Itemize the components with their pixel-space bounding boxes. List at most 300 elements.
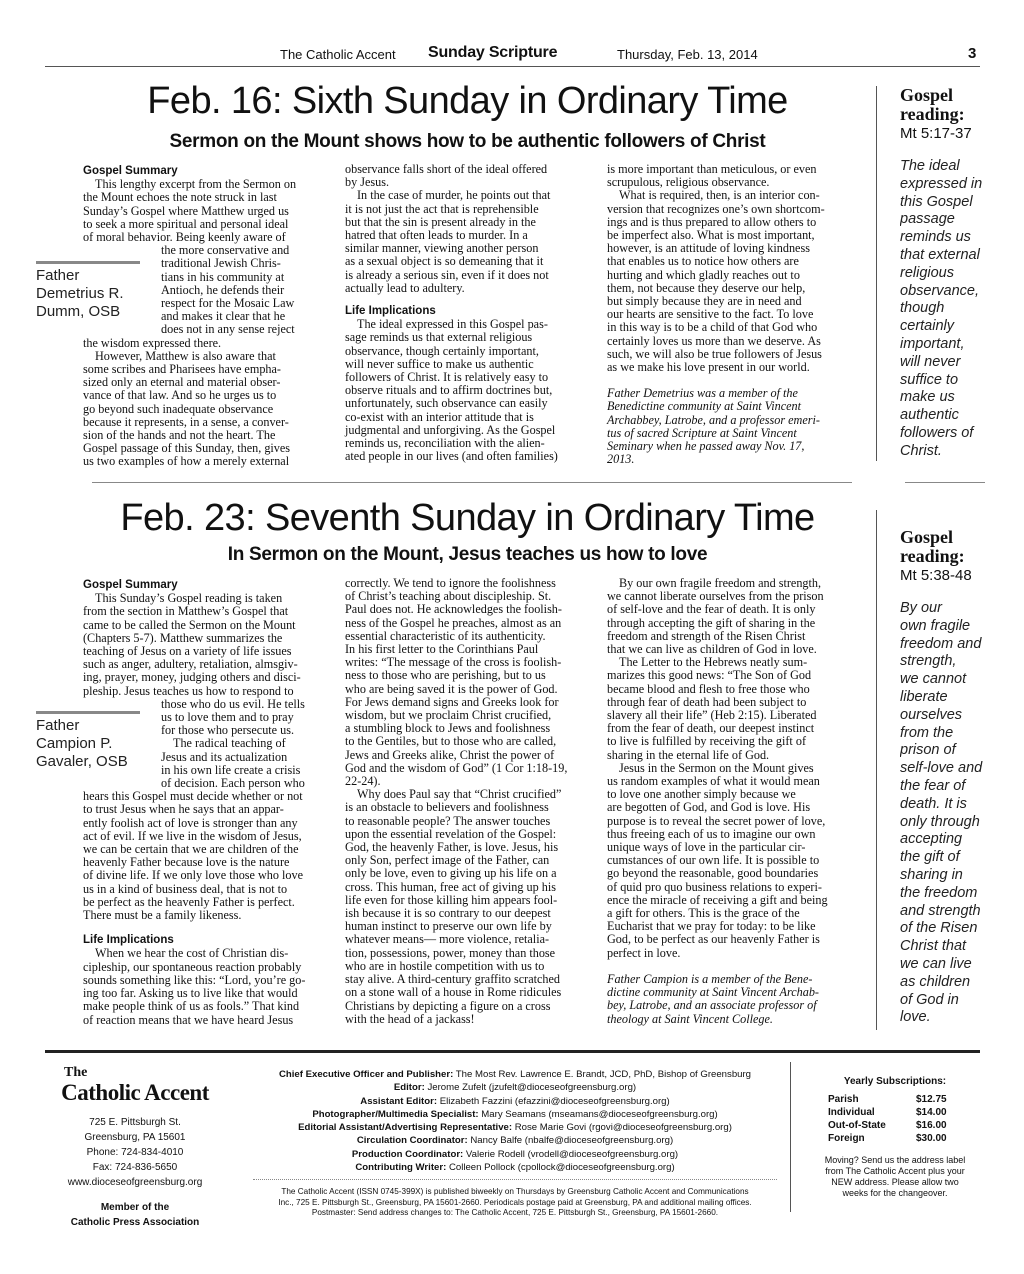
gospel-summary-heading: Gospel Summary [83,579,178,591]
text-line: reminds us [900,229,971,246]
text-line: only through [900,813,980,830]
text-line: Archabbey, Latrobe, and a professor emeri- [607,412,820,427]
text-line: is more important than meticulous, or even [607,162,817,176]
text-line: does not in any sense reject [161,322,295,337]
text-line: but simply because they are in need and [607,294,802,309]
text-line: to the Gentiles, but to those who are called, [345,734,557,749]
text-line: that external [900,246,980,263]
text-line: to reasonable people? The answer touches [345,813,551,828]
text-line: vance of that law. And so he urges us to [83,388,277,403]
text-line: the fear of [900,777,966,794]
text-line: followers of [900,424,974,441]
text-line: Gospel passage of this Sunday, then, gives [83,441,291,456]
masthead-block [50,1066,220,1230]
article1-col2-text-a [345,163,597,295]
text-line: Christians by depicting a figure on a cross [345,998,551,1013]
article1-author-bio [607,387,859,466]
text-line: certainly [900,318,954,335]
text-line: cross. This human, free act of giving up his [345,879,556,894]
text-line: correctly. We tend to ignore the foolishness [345,576,556,590]
text-line: The Catholic Accent (ISSN 0745-399X) is published biweekly on Thursdays by Greensburg Catholic Accent and Communications [281,1187,749,1197]
text-line: God and the wisdom of God” (1 Cor 1:18-19, [345,760,568,775]
text-line: from the fear of death, our deepest instinct [607,721,815,736]
text-line: weeks for the changeover. [842,1188,948,1198]
text-line: pleship. Jesus teaches us how to respond to [83,683,294,698]
text-line: the more conservative and [161,243,290,258]
page-header [0,44,1024,66]
text-line: is an obstacle to believers and foolishness [345,800,549,815]
staff-role: Circulation Coordinator: [356,1135,468,1147]
text-line: life even for those killing him appears fool- [345,892,558,907]
contact-address [50,1115,220,1190]
text-line: from the section in Matthew’s Gospel that [83,604,289,619]
masthead-the: The [64,1065,88,1080]
text-line: hatred that often leads to murder. In a [345,228,528,243]
text-line: we can be certain that we are children of the [83,842,299,857]
staff-role: Assistant Editor: [360,1095,438,1107]
text-line: There must be a family likeness. [83,908,242,923]
article1-col1-text-a [83,178,335,244]
article1-subtitle: Sermon on the Mount shows how to be authentic followers of Christ [169,131,766,152]
text-line: actually lead to adultery. [345,280,465,295]
text-line: tion, possessions, power, money than those [345,945,556,960]
subscription-label: Parish [828,1094,859,1105]
text-line: However, Matthew is also aware that [95,348,276,363]
text-line: By our [900,600,942,616]
text-line: Member of the [100,1202,170,1213]
text-line: our hearts are sensitive to the fact. To love [607,307,814,322]
text-line: purpose is to reveal the secret power of love, [607,813,826,828]
text-line: Catholic Press Association [70,1217,200,1228]
staff-row [245,1095,785,1108]
text-line: on a stone wall of a house in Rome ridicules [345,985,562,1000]
text-line: 725 E. Pittsburgh St. [89,1117,181,1128]
text-line: Gospel [900,528,954,547]
text-line: that enables us to notice how others are [607,254,799,269]
text-line: Father Campion is a member of the Bene- [607,971,813,986]
text-line: that we can live as children of God in love. [607,642,817,657]
staff-rows [245,1068,785,1174]
article1-title: Feb. 16: Sixth Sunday in Ordinary Time [147,80,788,122]
text-line: What is required, then, is an interior con- [619,188,820,203]
text-line: sharing in the eternal life of God. [607,747,770,762]
text-line: observe rituals and to affirm doctrines but, [345,383,553,398]
text-line: and makes it clear that he [161,309,286,324]
text-line: to live is fulfilled by receiving the gift of [607,734,807,749]
staff-name: The Most Rev. Lawrence E. Brandt, JCD, PhD, Bishop of Greensburg [453,1069,752,1080]
text-line: go beyond the reasonable, good boundaries [607,866,819,881]
text-line: thus freeing each of us to imagine our own [607,826,816,841]
text-line: from The Catholic Accent plus your [825,1166,965,1176]
staff-role: Contributing Writer: [355,1162,447,1174]
text-line: writes: “The message of the cross is foolish- [345,655,562,670]
text-line: hurting and which gladly reaches out to [607,267,800,282]
text-line: self-love and [900,760,983,777]
text-line: as we make his love present in our world. [607,360,810,375]
text-line: In the case of murder, he points out that [357,188,551,203]
text-line: us random examples of what it would mean [607,774,820,789]
text-line: unfortunately, such observance can easily [345,396,548,411]
article2-title: Feb. 23: Seventh Sunday in Ordinary Time [120,497,815,539]
text-line: reminds us, reconciliation with the alien- [345,436,545,451]
pull-quote [900,600,1000,1027]
text-line: human instinct to preserve our own life by [345,919,552,934]
text-line: as children [900,973,971,990]
text-line: Christ that [900,938,967,955]
text-line: we cannot liberate ourselves from the prison [607,589,824,604]
text-line: By our own fragile freedom and strength, [619,576,822,590]
text-line: authentic [900,407,959,424]
text-line: 22-24). [345,774,381,789]
staff-name: Colleen Pollock (cpollock@dioceseofgreensburg.org) [446,1162,675,1174]
text-line: tus of sacred Scripture at Saint Vincent [607,425,797,440]
text-line: will never suffice to make us authentic [345,356,534,371]
gospel-reading-label [900,528,1000,566]
text-line: ings and is thus prepared to allow others to [607,214,817,229]
text-line: observance falls short of the ideal offered [345,162,548,176]
gospel-summary-heading: Gospel Summary [83,165,178,177]
text-line: as a sexual object is so demeaning that it [345,254,544,269]
page-number: 3 [968,45,977,62]
staff-name: Nancy Balfe (nbalfe@dioceseofgreensburg.org) [467,1135,674,1147]
text-line: only be love, even to giving up his life on a [345,866,557,881]
text-line: Father [36,267,80,284]
text-line: to seek a more spiritual and personal ideal [83,216,289,231]
text-line: Sunday’s Gospel where Matthew urged us [83,203,289,218]
text-line: us to love them and to pray [161,710,294,725]
text-line: of Christ’s teaching about discipleship. St. [345,589,552,604]
staff-role: Editorial Assistant/Advertising Representative: [298,1122,513,1134]
text-line: passage [900,211,955,228]
text-line: important, [900,335,965,352]
text-line: tians in his community at [161,269,285,284]
text-line: upon the essential revelation of the Gospel: [345,826,557,841]
staff-name: Valerie Rodell (vrodell@dioceseofgreensburg.org) [463,1148,679,1160]
subscriptions-table [828,1093,947,1145]
article1-col3-text [607,163,859,374]
staff-row [245,1121,785,1134]
text-line: followers of Christ. It is relatively easy to [345,370,549,385]
moving-notice [800,1155,990,1199]
subscription-price: $14.00 [916,1107,947,1118]
text-line: (Chapters 5-7). Matthew summarizes the [83,630,283,645]
text-line: sounds something like this: “Lord, you’re go- [83,972,306,987]
text-line: When we hear the cost of Christian dis- [95,946,289,961]
staff-name: Rose Marie Govi (rgovi@dioceseofgreensburg.org) [512,1122,732,1134]
article2-author-bio [607,973,859,1026]
text-line: be imperfect also. What is most important, [607,228,815,243]
footer-rule [45,1050,980,1053]
text-line: of the Risen [900,920,978,937]
text-line: freedom and strength of the Risen Christ [607,628,806,643]
text-line: came to be called the Sermon on the Mount [83,617,296,632]
text-line: version that recognizes one’s own shortcom- [607,201,825,216]
press-membership [50,1200,220,1230]
text-line: God, to be perfect as our heavenly Father is [607,932,820,947]
subscription-price: $12.75 [916,1094,947,1105]
text-line: Seminary when he passed away Nov. 17, [607,439,805,454]
text-line: strength, [900,653,957,670]
staff-name: Jerome Zufelt (jzufelt@dioceseofgreensburg.org) [424,1082,637,1094]
subscriptions-block [800,1076,990,1199]
life-implications-heading: Life Implications [345,305,436,318]
text-line: The ideal expressed in this Gospel pas- [357,317,548,332]
text-line: marizes this good news: “The Son of God [607,668,812,683]
text-line: observance, [900,282,979,299]
text-line: in his own life create a crisis [161,762,301,777]
text-line: God, the heavenly Father, is love. Jesus, his [345,840,559,855]
text-line: own fragile [900,617,971,634]
text-line: ness to those who are perishing, but to us [345,668,546,683]
text-line: co-exist with an interior attitude that is [345,409,534,424]
text-line: the wisdom expressed there. [83,335,222,350]
text-line: of reaction means that we have heard Jesus [83,1012,294,1027]
text-line: of decision. Each person who [161,776,305,791]
text-line: slavery all their life” (Heb 2:15). Liberated [607,708,817,723]
article1-col2 [345,163,597,463]
text-line: through accepting the gift of sharing in the [607,615,816,630]
text-line: perfect in love. [607,945,681,960]
legal-notice [245,1187,785,1218]
article1-byline [36,267,146,321]
sidebar-divider [905,482,985,483]
text-line: are begotten of God, and God is love. His [607,800,811,815]
text-line: Father [36,717,80,734]
text-line: became blood and flesh to free those who [607,681,810,696]
text-line: Campion P. [36,735,113,752]
text-line: make people think of us as fools.” That kind [83,999,300,1014]
staff-row [245,1068,785,1081]
article2-col3 [607,577,859,1026]
text-line: hears this Gospel must decide whether or not [83,789,303,804]
text-line: traditional Jewish Chris- [161,256,281,271]
text-line: prison of [900,742,956,759]
text-line: cipleship, our spontaneous reaction probably [83,959,302,974]
text-line: sage reminds us that external religious [345,330,533,345]
text-line: teaching of Jesus on a variety of life issues [83,644,292,659]
text-line: of quid pro quo business relations to experi- [607,879,822,894]
text-line: essential characteristic of its authenticity. [345,628,546,643]
text-line: through fear of death had been subject to [607,694,807,709]
text-line: Benedictine community at Saint Vincent [607,399,802,414]
article-divider [92,482,852,483]
footer-divider [790,1062,791,1212]
text-line: death. It is [900,795,967,812]
text-line: is already a serious sin, even if it does not [345,267,549,282]
text-line: Why does Paul say that “Christ crucified” [357,787,562,802]
text-line: though [900,300,945,317]
section-title: Sunday Scripture [428,44,558,61]
article2-col1-text-b [83,790,335,922]
text-line: suffice to [900,371,959,388]
subscription-row [828,1119,947,1132]
text-line: to love one another simply because we [607,787,796,802]
text-line: a gift for others. This is the grace of the [607,906,800,921]
text-line: such, we will also be true followers of Jesus [607,346,822,361]
masthead-logo: Catholic Accent [61,1080,209,1105]
text-line: stay alive. A third-century graffito scratched [345,972,561,987]
text-line: some scribes and Pharisees have empha- [83,362,281,377]
text-line: Phone: 724-834-4010 [86,1147,184,1158]
article2-sidebar-rule [876,510,877,1030]
text-line: ourselves [900,706,963,723]
subscription-label: Foreign [828,1133,865,1144]
subscription-label: Individual [828,1107,875,1118]
text-line: in this way is to be a child of that God who [607,320,818,335]
header-rule [45,66,980,67]
text-line: whatever means— more violence, retalia- [345,932,550,947]
text-line: us in a kind of business deal, that is not to [83,881,288,896]
subscription-row [828,1106,947,1119]
article1-col2-text-b [345,318,597,463]
staff-row [245,1134,785,1147]
staff-role: Photographer/Multimedia Specialist: [312,1108,479,1120]
text-line: similar manner, viewing another person [345,241,539,256]
text-line: bey, Latrobe, and an associate professor of [607,998,817,1013]
text-line: Jews and Greeks alike, Christ the power of [345,747,555,762]
text-line: the gift of [900,849,960,866]
text-line: Antioch, he defends their [161,282,285,297]
text-line: who are in hostile competition with us to [345,958,545,973]
article2-col1-text-c [83,947,335,1026]
text-line: it is not just the act that is reprehensible [345,201,539,216]
subscription-label: Out-of-State [828,1120,886,1131]
text-line: go beyond such inadequate observance [83,401,274,416]
text-line: accepting [900,831,963,848]
text-line: because it represents, in a sense, a conver- [83,414,289,429]
text-line: respect for the Mosaic Law [161,296,295,311]
text-line: for those who persecute us. [161,723,295,738]
text-line: love. [900,1009,931,1026]
subscription-row [828,1132,947,1145]
article2-subtitle: In Sermon on the Mount, Jesus teaches us how to love [227,544,708,565]
text-line: dictine community at Saint Vincent Archab- [607,985,819,1000]
text-line: This Sunday’s Gospel reading is taken [95,591,283,606]
text-line: act of evil. If we live in the wisdom of Jesus, [83,828,302,843]
text-line: by Jesus. [345,175,390,190]
text-line: Jesus in the Sermon on the Mount gives [619,760,814,775]
text-line: the freedom [900,884,978,901]
gospel-reference: Mt 5:17-37 [900,125,972,142]
text-line: of divine life. If we only love those who love [83,868,303,883]
text-line: reading: [900,546,965,566]
text-line: ently foolish act of love is stronger than any [83,815,298,830]
staff-name: Elizabeth Fazzini (efazzini@dioceseofgreensburg.org) [437,1095,670,1107]
text-line: ence the miracle of receiving a gift and being [607,892,828,907]
text-line: from the [900,724,954,741]
text-line: this Gospel [900,193,973,210]
text-line: sion of the hands and not the heart. The [83,428,276,443]
text-line: freedom and [900,635,982,652]
article2-byline-rule [36,711,140,714]
text-line: wisdom, but we proclaim Christ crucified, [345,708,552,723]
article1-sidebar [900,86,1000,458]
text-line: Moving? Send us the address label [824,1155,966,1165]
article2-col2 [345,577,597,1026]
text-line: however, is an attitude of loving kindness [607,241,810,256]
text-line: www.dioceseofgreensburg.org [67,1177,203,1188]
article2-sidebar [900,528,1000,1028]
text-line: us two examples of how a merely external [83,454,290,469]
text-line: The ideal [900,158,960,174]
text-line: with the head of a jackass! [345,1011,475,1026]
text-line: theology at Saint Vincent College. [607,1011,773,1026]
text-line: sharing in [900,866,963,883]
text-line: expressed in [900,175,983,192]
text-line: Postmaster: Send address changes to: The Catholic Accent, 725 E. Pittsburgh St., Greensburg, PA 15601-2660. [311,1208,719,1218]
text-line: For Jews demand signs and Greeks look for [345,694,559,709]
text-line: of self-love and the fear of death. It is only [607,602,816,617]
staff-row [245,1081,785,1094]
life-implications-heading: Life Implications [83,934,174,947]
text-line: reading: [900,104,965,124]
staff-name: Mary Seamans (mseamans@dioceseofgreensburg.org) [478,1108,718,1120]
article1-byline-rule [36,261,140,264]
text-line: those who do us evil. He tells [161,696,305,711]
text-line: ness of the Gospel he preaches, almost as an [345,615,562,630]
text-line: 2013. [607,452,635,467]
staff-role: Production Coordinator: [351,1148,464,1160]
text-line: of God in [900,991,959,1008]
text-line: of moral behavior. Being keenly aware of [83,230,286,245]
article2-col2-text [345,577,597,1026]
text-line: Greensburg, PA 15601 [84,1132,186,1143]
text-line: liberate [900,688,948,705]
staff-role: Chief Executive Officer and Publisher: [278,1069,454,1080]
subscription-row [828,1093,947,1106]
subscription-price: $16.00 [916,1120,947,1131]
text-line: ish because it is so contrary to our deepest [345,906,551,921]
text-line: a stumbling block to Jews and foolishness [345,721,551,736]
gospel-reference: Mt 5:38-48 [900,567,972,584]
article1-col3 [607,163,859,466]
text-line: only Son, perfect image of the Father, can [345,853,550,868]
staff-row [245,1108,785,1121]
text-line: This lengthy excerpt from the Sermon on [95,177,297,192]
text-line: and strength [900,902,981,919]
issue-date: Thursday, Feb. 13, 2014 [617,47,758,62]
text-line: to trust Jesus when he says that an appar- [83,802,284,817]
article2-col1 [83,577,335,1027]
text-line: religious [900,264,954,281]
article2-byline [36,717,146,771]
text-line: ing, prayer, money, judging others and disci- [83,670,301,685]
text-line: The radical teaching of [173,736,286,751]
text-line: Eucharist that we pray for today: to be like [607,919,816,934]
article1-col1-text-b [83,337,335,469]
text-line: the Mount echoes the note struck in last [83,190,277,205]
staff-row [245,1161,785,1174]
text-line: Paul does not. He acknowledges the foolish- [345,602,562,617]
staff-row [245,1148,785,1161]
text-line: such as anger, adultery, retaliation, almsgiv- [83,657,298,672]
text-line: sized only an eternal and material obser- [83,375,281,390]
subscription-price: $30.00 [916,1133,947,1144]
text-line: NEW address. Please allow two [831,1177,959,1187]
article1-sidebar-rule [876,86,877,461]
text-line: unique ways of love in the particular cir- [607,840,806,855]
text-line: certainly loves us more than we deserve. As [607,333,821,348]
gospel-reading-label [900,86,1000,124]
text-line: scrupulous, religious observance. [607,175,770,190]
text-line: Christ. [900,442,942,458]
text-line: Gavaler, OSB [36,753,128,770]
text-line: In his first letter to the Corinthians Paul [345,642,539,657]
text-line: Father Demetrius was a member of the [607,386,798,401]
text-line: Dumm, OSB [36,303,121,320]
staff-list [245,1068,785,1219]
text-line: Inc., 725 E. Pittsburgh St., Greensburg, PA 15601-2660. Periodicals postage paid at Greensburg, PA and additional mailing offices. [278,1197,752,1207]
